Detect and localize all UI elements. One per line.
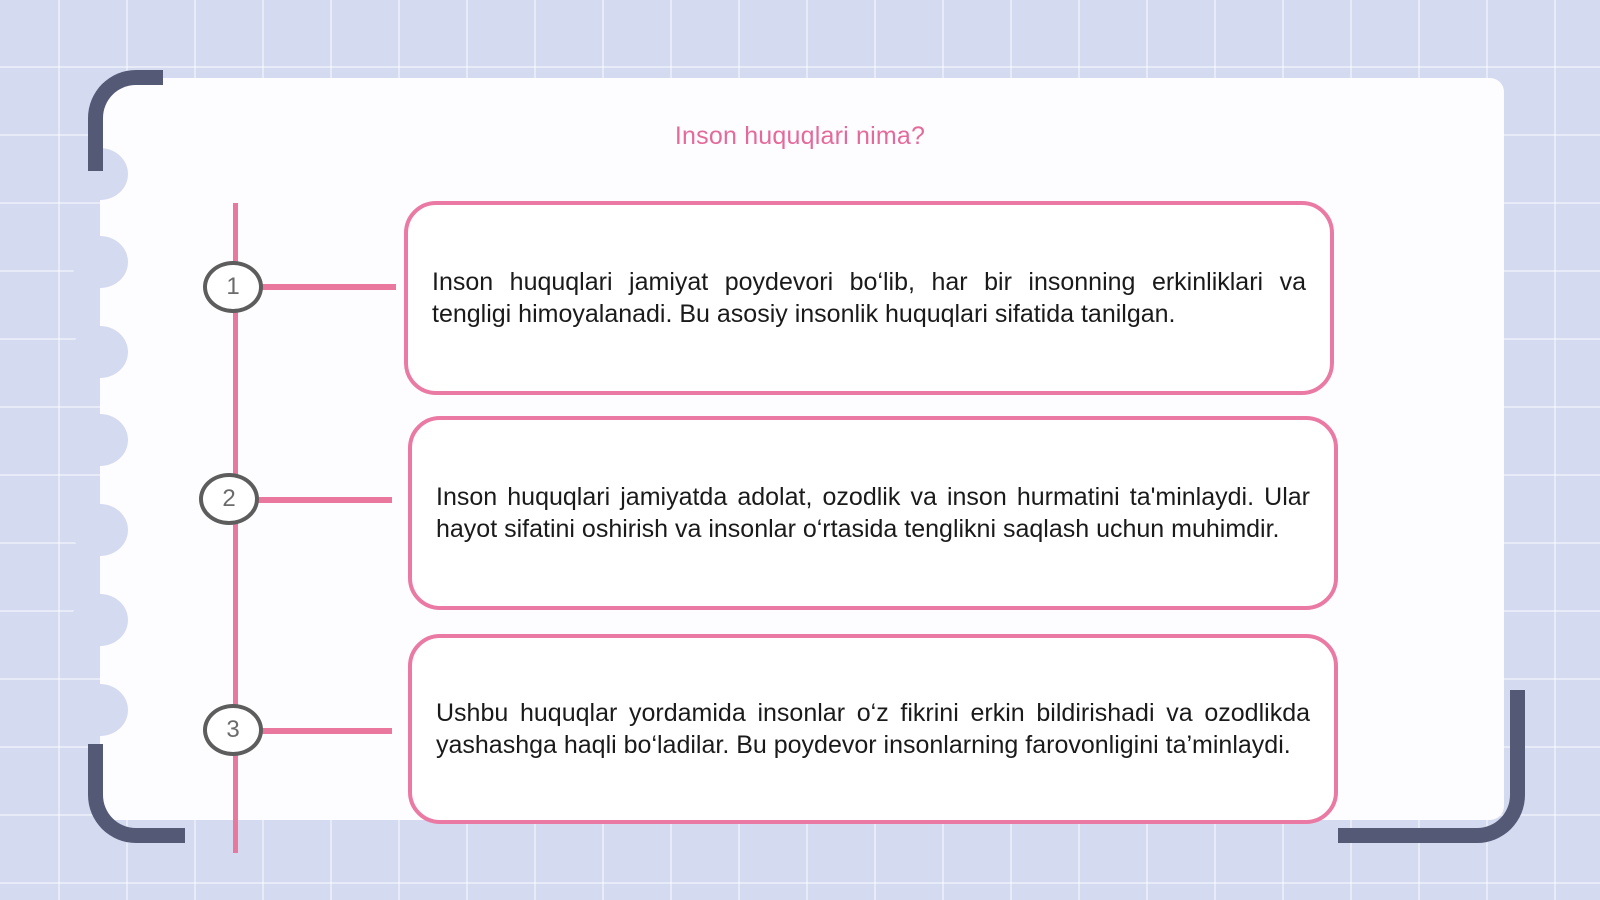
timeline-connector-2 — [258, 497, 392, 503]
slide-title: Inson huquqlari nima? — [674, 122, 926, 150]
content-box-3 — [408, 634, 1338, 824]
step-marker-3: 3 — [203, 704, 263, 756]
corner-bracket-bottom-right — [1338, 690, 1525, 843]
corner-bracket-bottom-left — [88, 744, 185, 843]
step-marker-2: 2 — [199, 473, 259, 525]
content-box-2 — [408, 416, 1338, 610]
content-text-2: Inson huquqlari jamiyatda adolat, ozodlik va inson hurmatini ta'minlaydi. Ular hayot sifatini oshirish va insonlar o‘rtasida tenglikni saqlash uchun muhimdir. — [436, 483, 1310, 543]
corner-bracket-top-left — [88, 70, 163, 171]
paper-hole — [72, 504, 128, 556]
paper-hole — [72, 594, 128, 646]
timeline-connector-1 — [262, 284, 396, 290]
step-marker-1: 1 — [203, 261, 263, 313]
paper-hole — [72, 236, 128, 288]
paper-hole — [72, 414, 128, 466]
timeline-connector-3 — [262, 728, 392, 734]
content-text-1: Inson huquqlari jamiyat poydevori bo‘lib, har bir insonning erkinliklari va tengligi himoyalanadi. Bu asosiy insonlik huquqlari sifatida tanilgan. — [432, 268, 1306, 328]
paper-hole — [72, 326, 128, 378]
paper-hole — [72, 684, 128, 736]
content-text-3: Ushbu huquqlar yordamida insonlar o‘z fikrini erkin bildirishadi va ozodlikda yashashga haqli bo‘ladilar. Bu poydevor insonlarning farovonligini ta’minlaydi. — [436, 699, 1310, 759]
content-box-1 — [404, 201, 1334, 395]
